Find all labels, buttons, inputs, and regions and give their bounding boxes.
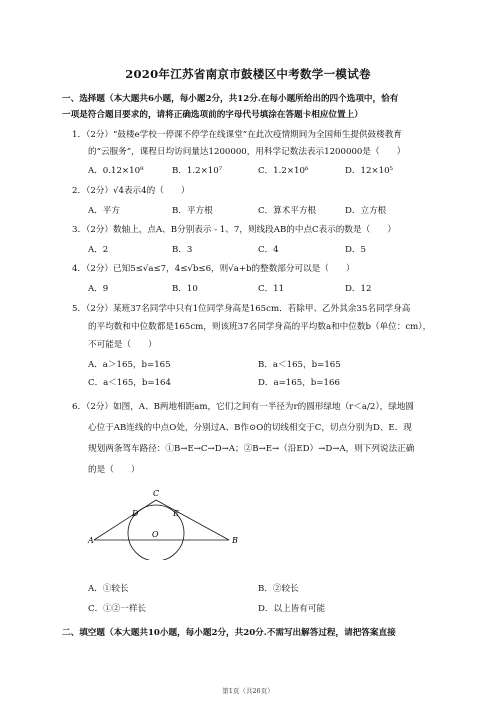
q3-option-d: D．5 <box>345 245 366 255</box>
q6-line4: 的是（ ） <box>88 465 140 475</box>
q6-option-b: B．②较长 <box>258 584 299 594</box>
q1-line2: 的“云服务”，课程日均访问量达1200000，用科学记数法表示1200000是（ ） <box>88 147 406 157</box>
q5-line2: 的平均数和中位数都是165cm，则该班37名同学身高的平均数a和中位数b（单位：cm）， <box>88 322 432 332</box>
q2-option-c: C．算术平方根 <box>258 206 317 216</box>
q1-option-a: A．0.12×10⁸ <box>88 166 144 176</box>
q2-line1: 2．（2分）√4表示4的（ ） <box>72 186 190 196</box>
q1-option-d: D．12×10⁵ <box>345 166 393 176</box>
page-title: 2020年江苏省南京市鼓楼区中考数学一模试卷 <box>125 67 371 81</box>
q2-option-a: A．平方 <box>88 206 120 216</box>
page-footer: 第1页（共26页） <box>222 687 274 695</box>
q1-option-c: C．1.2×10⁶ <box>258 166 309 176</box>
q2-option-b: B．平方根 <box>172 206 213 216</box>
q1-line1: 1．（2分）“鼓楼e学校一停课不停学在线课堂”在此次疫情期间为全国师生提供鼓楼教育 <box>72 130 402 140</box>
q3-option-b: B．3 <box>172 245 193 255</box>
label-o: O <box>152 530 159 539</box>
q1-option-b: B．1.2×10⁷ <box>172 166 223 176</box>
q4-option-b: B．10 <box>172 284 198 294</box>
tangent-bc <box>156 500 229 540</box>
q6-option-c: C．①②一样长 <box>88 604 147 614</box>
q5-option-c: C．a＜165，b=164 <box>88 378 171 388</box>
section1-header-line1: 一、选择题（本大题共6小题，每小题2分，共12分.在每小题所给出的四个选项中，恰有 <box>62 94 399 104</box>
q5-line1: 5．（2分）某班37名同学中只有1位同学身高是165cm．若除甲、乙外其余35名同学身高 <box>72 304 411 314</box>
label-c: C <box>153 489 160 498</box>
q6-line2: 心位于AB连线的中点O处，分别过A、B作⊙O的切线相交于C，切点分别为D、E．现 <box>88 423 412 433</box>
section1-header-line2: 一项是符合题目要求的，请将正确选项前的字母代号填涂在答题卡相应位置上） <box>62 110 363 120</box>
q3-line1: 3．（2分）数轴上，点A、B分别表示 - 1、7，则线段AB的中点C表示的数是（ ） <box>72 225 396 235</box>
label-e: E <box>173 509 179 518</box>
q6-line3: 规划两条驾车路径：①B→E→C→D→A；②B→E→（沿ED）→D→A，则下列说法正确 <box>88 444 415 454</box>
q6-option-a: A．①较长 <box>88 584 129 594</box>
q5-option-a: A．a＞165，b=165 <box>88 360 171 370</box>
q4-option-a: A．9 <box>88 284 109 294</box>
q3-option-c: C．4 <box>258 245 279 255</box>
label-a: A <box>88 536 94 545</box>
q4-line1: 4．（2分）已知5≤√a≤7，4≤√b≤6，则√a+b的整数部分可以是（ ） <box>72 264 355 274</box>
q2-option-d: D．立方根 <box>345 206 387 216</box>
section2-header-line1: 二、填空题（本大题共10小题，每小题2分，共20分.不需写出解答过程，请把答案直接 <box>62 628 396 638</box>
geometry-figure <box>84 488 244 560</box>
label-b: B <box>232 536 238 545</box>
q6-line1: 6．（2分）如图，A、B两地相距am，它们之间有一半径为r的圆形绿地（r＜a/2），绿地圆 <box>72 402 415 412</box>
tangent-ac <box>94 500 156 540</box>
q5-line3: 不可能是（ ） <box>88 340 157 350</box>
label-d: D <box>132 509 139 518</box>
q3-option-a: A．2 <box>88 245 109 255</box>
q4-option-c: C．11 <box>258 284 285 294</box>
q6-option-d: D．以上皆有可能 <box>258 604 326 614</box>
q4-option-d: D．12 <box>345 284 372 294</box>
q5-option-b: B．a＜165，b=165 <box>258 360 341 370</box>
q5-option-d: D．a=165，b=166 <box>258 378 340 388</box>
